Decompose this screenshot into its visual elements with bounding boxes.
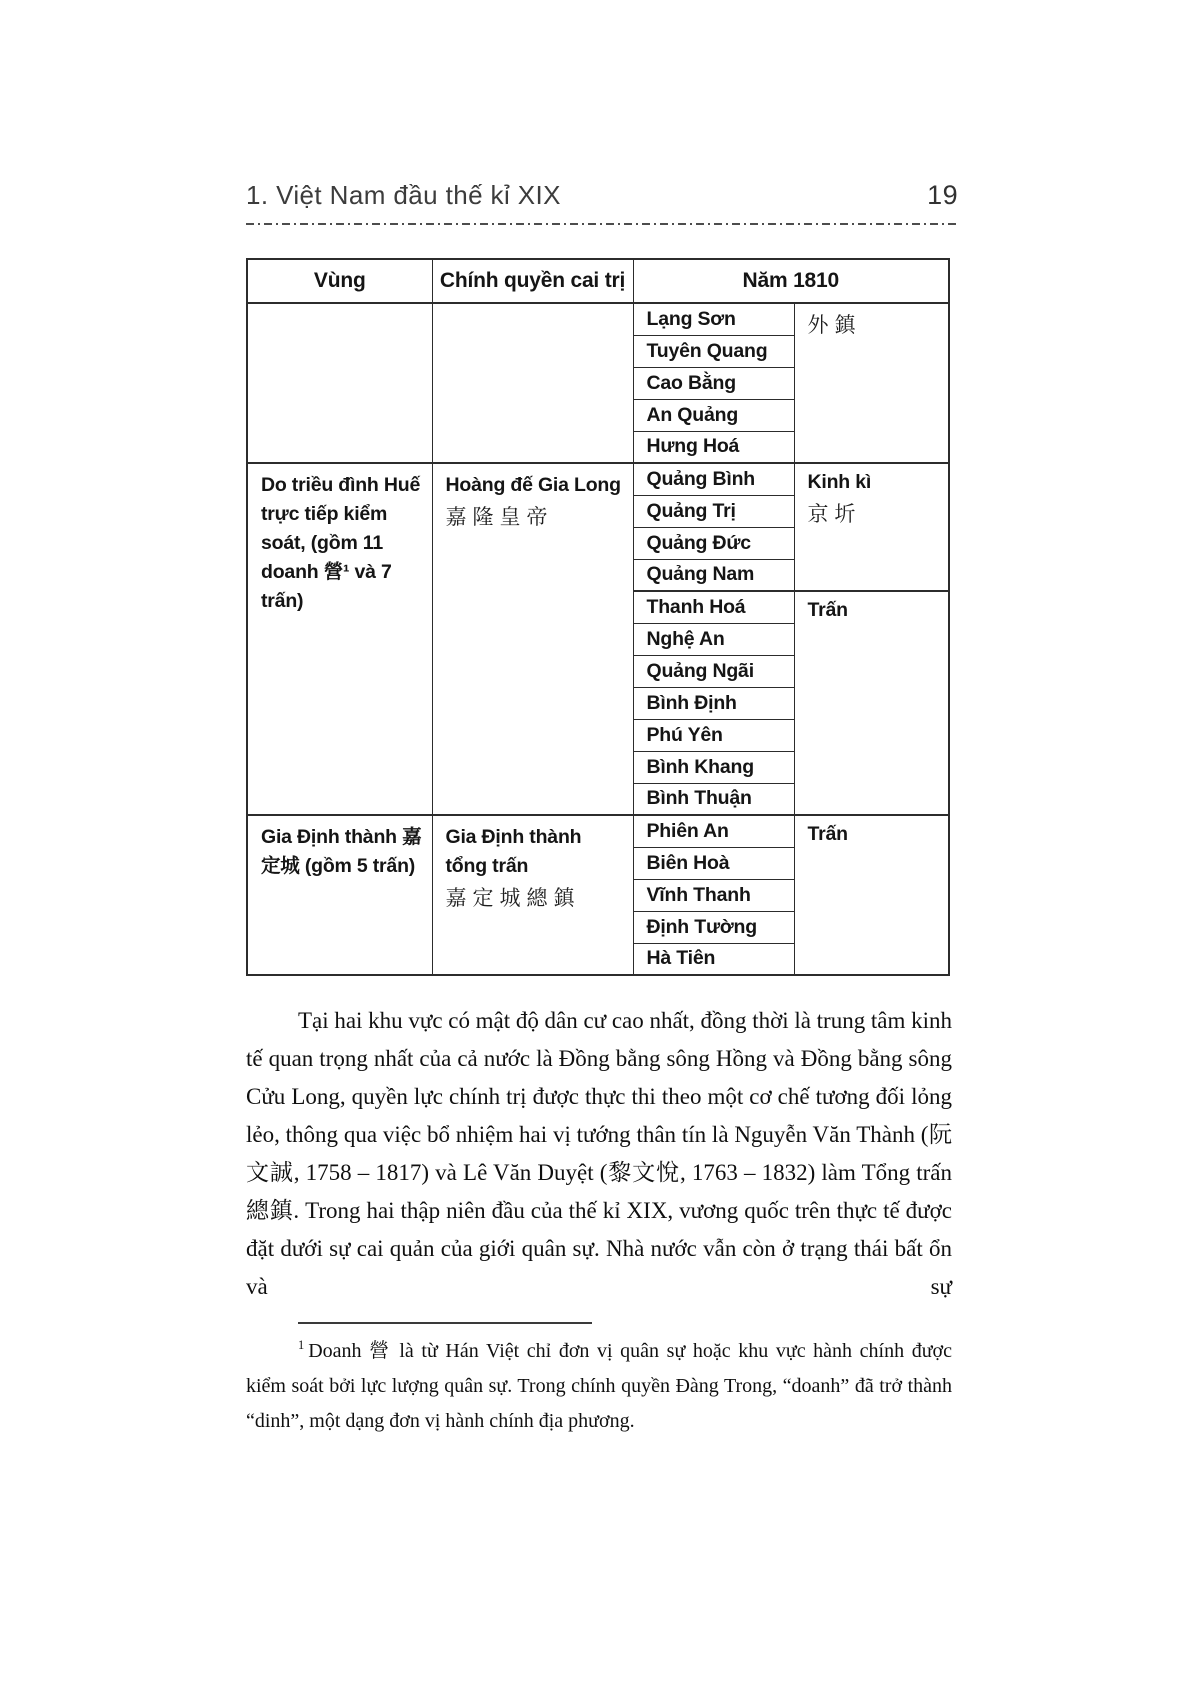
province-label: Quảng Trị	[646, 499, 736, 522]
footnote-marker: 1	[298, 1338, 305, 1353]
province-cell	[633, 431, 794, 463]
province-cell	[633, 591, 794, 623]
category-cell	[794, 463, 949, 591]
page-number: 19	[927, 180, 958, 210]
region-cell	[247, 815, 432, 975]
province-label: Vĩnh Thanh	[646, 883, 751, 906]
province-cell	[633, 847, 794, 879]
ruler-cjk-label: 嘉定城總鎮	[445, 886, 581, 910]
region-label: Gia Định thành 嘉定城 (gồm 5 trấn)	[261, 826, 422, 877]
province-label: Hưng Hoá	[646, 435, 740, 458]
province-cell	[633, 879, 794, 911]
province-label: Định Tường	[646, 915, 757, 938]
table-header-row	[247, 259, 949, 303]
footnote-separator	[298, 1322, 592, 1324]
province-label: Quảng Bình	[646, 467, 755, 490]
table-row	[247, 815, 949, 847]
province-cell	[633, 623, 794, 655]
column-header-government: Chính quyền cai trị	[432, 259, 633, 303]
province-label: Lạng Sơn	[646, 307, 736, 330]
province-cell	[633, 687, 794, 719]
province-cell	[633, 655, 794, 687]
province-label: Tuyên Quang	[646, 339, 768, 362]
ruler-cjk-label: 嘉隆皇帝	[445, 505, 554, 529]
province-cell	[633, 559, 794, 591]
province-cell	[633, 399, 794, 431]
category-cjk-label: 京圻	[807, 502, 862, 526]
province-label: Hà Tiên	[646, 947, 716, 970]
province-cell	[633, 367, 794, 399]
province-label: Quảng Đức	[646, 531, 751, 554]
table-row	[247, 463, 949, 495]
region-cell	[247, 303, 432, 463]
category-label: Trấn	[807, 823, 848, 845]
footnote-text: Doanh 營 là từ Hán Việt chỉ đơn vị quân sự hoặc khu vực hành chính được kiểm soát bởi lực lượng quân sự. Trong chính quyền Đàng Trong, “doanh” đã trở thành “dinh”, một dạng đơn vị hành chính địa phương.	[246, 1340, 952, 1432]
lower-text-block	[246, 1002, 952, 1439]
province-label: Quảng Ngãi	[646, 659, 754, 682]
province-cell	[633, 527, 794, 559]
province-cell	[633, 751, 794, 783]
province-cell	[633, 303, 794, 335]
province-label: Bình Thuận	[646, 787, 752, 810]
administrative-divisions-table	[246, 258, 950, 976]
region-label: Do triều đình Huế trực tiếp kiểm soát, (gồm 11 doanh 營¹ và 7 trấn)	[261, 474, 421, 612]
category-cell	[794, 303, 949, 463]
province-label: Thanh Hoá	[646, 595, 746, 618]
province-cell	[633, 495, 794, 527]
province-cell	[633, 719, 794, 751]
province-cell	[633, 943, 794, 975]
province-label: Phú Yên	[646, 723, 723, 746]
column-header-year-1810: Năm 1810	[633, 259, 949, 303]
province-label: Quảng Nam	[646, 563, 755, 586]
province-label: Cao Bằng	[646, 371, 736, 394]
column-header-region: Vùng	[247, 259, 432, 303]
province-label: Phiên An	[646, 819, 729, 842]
running-header	[246, 180, 958, 211]
province-cell	[633, 911, 794, 943]
province-label: Nghệ An	[646, 627, 725, 650]
footnote	[246, 1334, 952, 1439]
category-cell	[794, 815, 949, 975]
ruler-cell	[432, 463, 633, 815]
ruler-cell	[432, 303, 633, 463]
header-dash-dot-rule	[246, 223, 958, 225]
category-cjk-label: 外鎮	[807, 313, 862, 337]
region-cell	[247, 463, 432, 815]
province-cell	[633, 783, 794, 815]
province-label: An Quảng	[646, 403, 739, 426]
category-label: Kinh kì	[807, 471, 872, 493]
table-row	[247, 303, 949, 335]
category-cell	[794, 591, 949, 815]
province-cell	[633, 335, 794, 367]
category-label: Trấn	[807, 599, 848, 621]
province-label: Bình Khang	[646, 755, 754, 778]
province-label: Bình Định	[646, 691, 737, 714]
province-cell	[633, 463, 794, 495]
province-label: Biên Hoà	[646, 851, 730, 874]
province-cell	[633, 815, 794, 847]
ruler-label: Hoàng đế Gia Long	[445, 474, 621, 496]
chapter-title: 1. Việt Nam đầu thế kỉ XIX	[246, 180, 561, 210]
ruler-label: Gia Định thành tổng trấn	[445, 826, 582, 877]
body-paragraph: Tại hai khu vực có mật độ dân cư cao nhất, đồng thời là trung tâm kinh tế quan trọng nhất của cả nước là Đồng bằng sông Hồng và Đồng bằng sông Cửu Long, quyền lực chính trị được thực thi theo một cơ chế tương đối lỏng lẻo, thông qua việc bổ nhiệm hai vị tướng thân tín là Nguyễn Văn Thành (阮文誠, 1758 – 1817) và Lê Văn Duyệt (黎文悅, 1763 – 1832) làm Tổng trấn 總鎮. Trong hai thập niên đầu của thế kỉ XIX, vương quốc trên thực tế được đặt dưới sự cai quản của giới quân sự. Nhà nước vẫn còn ở trạng thái bất ổn và sự	[246, 1008, 952, 1299]
ruler-cell	[432, 815, 633, 975]
